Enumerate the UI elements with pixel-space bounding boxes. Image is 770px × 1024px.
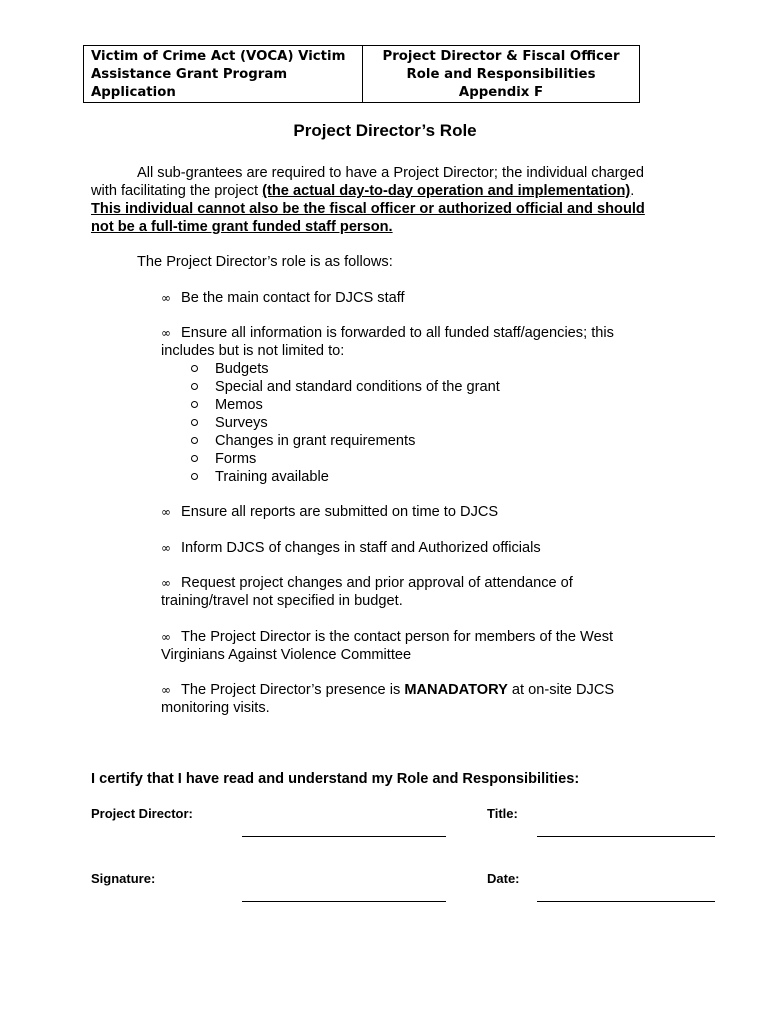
intro-warning-line: This individual cannot also be the fiscal officer or authorized official and should [91, 201, 645, 217]
intro-line [91, 182, 634, 200]
circle-bullet-icon [191, 437, 198, 444]
date-line[interactable] [537, 901, 715, 902]
bullet-item [161, 539, 541, 557]
intro-period: . [630, 183, 635, 199]
infinity-bullet-icon: ∞ [161, 326, 171, 340]
bullet-text: Be the main contact for DJCS staff [181, 290, 405, 306]
circle-bullet-icon [191, 365, 198, 372]
bullet-item [161, 324, 614, 342]
bullet-text: Request project changes and prior approval of attendance of [181, 575, 573, 591]
sub-item-text: Forms [215, 451, 257, 467]
header-left-line: Assistance Grant Program [91, 67, 288, 83]
bullet-item [161, 628, 613, 646]
infinity-bullet-icon: ∞ [161, 630, 171, 644]
bullet-item [161, 289, 405, 307]
title-signature-line[interactable] [537, 836, 715, 837]
bullet-text: Inform DJCS of changes in staff and Authorized officials [181, 540, 541, 556]
intro-line: All sub-grantees are required to have a Project Director; the individual charged [137, 165, 645, 181]
header-appendix-cell [363, 46, 639, 102]
bullet-text: Ensure all information is forwarded to all funded staff/agencies; this [181, 325, 614, 341]
circle-bullet-icon [191, 473, 198, 480]
intro-warning-line: not be a full-time grant funded staff person. [91, 219, 393, 235]
header-right-line: Project Director & Fiscal Officer [382, 49, 620, 64]
header-program-cell [84, 46, 363, 102]
header-left-line: Application [91, 85, 176, 101]
bullet-text: The Project Director is the contact person for members of the West [181, 629, 614, 645]
circle-bullet-icon [191, 419, 198, 426]
page-title: Project Director’s Role [293, 121, 477, 140]
date-label: Date: [487, 871, 520, 886]
bullet-continuation: training/travel not specified in budget. [161, 593, 403, 609]
sub-item-text: Budgets [215, 361, 269, 377]
bullet-text: The Project Director’s presence is [181, 682, 405, 698]
infinity-bullet-icon: ∞ [161, 291, 171, 305]
bullet-item [161, 681, 614, 699]
header-right-line: Appendix F [458, 85, 544, 101]
bullet-continuation: monitoring visits. [161, 700, 270, 716]
sub-item-text: Changes in grant requirements [215, 433, 416, 449]
circle-bullet-icon [191, 383, 198, 390]
sub-item-text: Special and standard conditions of the grant [215, 379, 500, 395]
intro-text: with facilitating the project [91, 183, 263, 199]
sub-item-text: Surveys [215, 415, 268, 431]
signature-label: Signature: [91, 871, 156, 886]
certification-statement: I certify that I have read and understand my Role and Responsibilities: [91, 771, 580, 787]
bullet-continuation: includes but is not limited to: [161, 343, 345, 359]
circle-bullet-icon [191, 401, 198, 408]
infinity-bullet-icon: ∞ [161, 541, 171, 555]
sub-item-text: Training available [215, 469, 329, 485]
bullet-continuation: Virginians Against Violence Committee [161, 647, 412, 663]
bullet-text: at on-site DJCS [507, 682, 615, 698]
role-intro: The Project Director’s role is as follows: [137, 254, 393, 270]
circle-bullet-icon [191, 455, 198, 462]
project-director-label: Project Director: [91, 806, 193, 821]
bullet-item [161, 503, 498, 521]
project-director-signature-line[interactable] [242, 836, 446, 837]
bullet-text: Ensure all reports are submitted on time to DJCS [181, 504, 499, 520]
infinity-bullet-icon: ∞ [161, 683, 171, 697]
bullet-item [161, 574, 573, 592]
infinity-bullet-icon: ∞ [161, 505, 171, 519]
intro-emphasis: (the actual day-to-day operation and implementation) [262, 183, 631, 199]
sub-item-text: Memos [215, 397, 263, 413]
header-right-line: Role and Responsibilities [406, 67, 596, 83]
header-table [83, 45, 640, 103]
bullet-emphasis: MANADATORY [404, 682, 508, 698]
infinity-bullet-icon: ∞ [161, 576, 171, 590]
header-left-line: Victim of Crime Act (VOCA) Victim [91, 49, 346, 64]
signature-line[interactable] [242, 901, 446, 902]
title-label: Title: [487, 806, 518, 821]
